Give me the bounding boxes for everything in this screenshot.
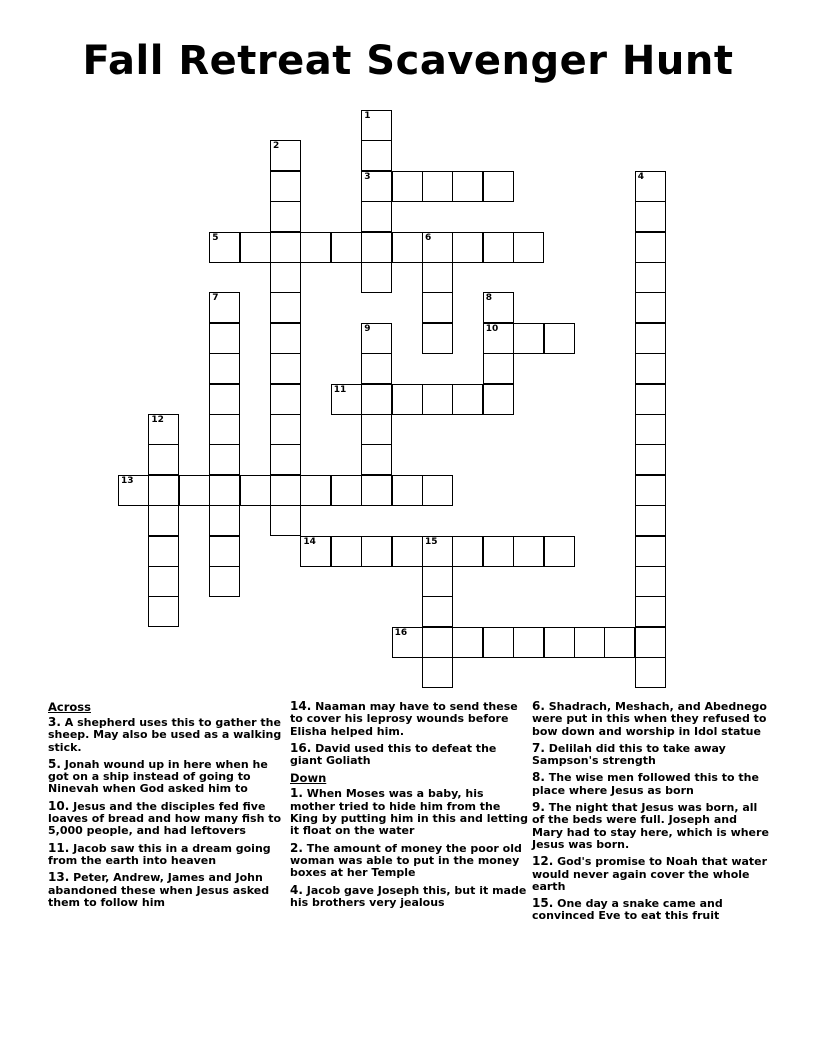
cell-number: 1	[364, 111, 371, 121]
grid-cell[interactable]	[452, 536, 483, 567]
clue-column-2	[290, 700, 528, 913]
grid-cell[interactable]	[483, 536, 514, 567]
grid-cell[interactable]	[392, 475, 423, 506]
grid-cell[interactable]	[635, 171, 666, 202]
clue-text: A shepherd uses this to gather the sheep. May also be used as a walking stick.	[48, 716, 282, 754]
grid-cell[interactable]	[635, 353, 666, 384]
grid-cell[interactable]	[300, 475, 331, 506]
grid-cell[interactable]	[635, 262, 666, 293]
page-title: Fall Retreat Scavenger Hunt	[82, 38, 734, 84]
grid-cell[interactable]	[544, 627, 575, 658]
grid-cell[interactable]	[209, 444, 240, 475]
clue-number: 14.	[290, 699, 312, 713]
grid-cell[interactable]	[452, 171, 483, 202]
grid-cell[interactable]	[635, 444, 666, 475]
grid-cell[interactable]	[331, 475, 362, 506]
clue-number: 4.	[290, 882, 303, 897]
grid-cell[interactable]	[148, 536, 179, 567]
grid-cell[interactable]	[513, 323, 544, 354]
clue-number: 12.	[532, 854, 554, 869]
clue-text: Jonah wound up in here when he got on a ship instead of going to Ninevah when God asked him to	[48, 757, 268, 796]
cell-number: 4	[637, 171, 645, 182]
down-clue	[532, 855, 770, 893]
grid-cell[interactable]	[422, 171, 453, 202]
grid-cell[interactable]	[635, 536, 666, 567]
clue-number: 9.	[532, 800, 545, 815]
grid-cell[interactable]	[209, 353, 240, 384]
grid-cell[interactable]	[209, 232, 240, 263]
grid-cell[interactable]	[209, 323, 240, 354]
grid-cell[interactable]	[209, 414, 240, 445]
cell-number: 5	[212, 232, 219, 243]
cell-number: 7	[212, 293, 219, 304]
grid-cell[interactable]	[635, 414, 666, 445]
grid-cell[interactable]	[635, 475, 666, 506]
clue-text: One day a snake came and convinced Eve to eat this fruit	[532, 897, 723, 923]
grid-cell[interactable]	[331, 232, 362, 263]
cell-number: 15	[425, 536, 438, 547]
grid-cell[interactable]	[300, 536, 331, 567]
grid-cell[interactable]	[483, 232, 514, 263]
grid-cell[interactable]	[635, 566, 666, 597]
grid-cell[interactable]	[483, 627, 514, 658]
clue-number: 7.	[532, 740, 545, 755]
clue-column-1	[48, 700, 286, 913]
grid-cell[interactable]	[270, 414, 301, 445]
grid-cell[interactable]	[361, 140, 392, 171]
grid-cell[interactable]	[209, 566, 240, 597]
grid-cell[interactable]	[361, 536, 392, 567]
across-clue	[48, 842, 286, 868]
across-clue-list-continued	[290, 700, 528, 767]
across-clue	[290, 700, 528, 738]
grid-cell[interactable]	[240, 232, 271, 263]
clue-number: 2.	[290, 840, 303, 855]
grid-cell[interactable]	[179, 475, 210, 506]
grid-cell[interactable]	[270, 232, 301, 263]
across-clue	[48, 716, 286, 754]
down-clue	[532, 771, 770, 797]
grid-cell[interactable]	[270, 384, 301, 415]
clue-text: Jesus and the disciples fed five loaves of bread and how many fish to 5,000 people, and had leftovers	[48, 799, 282, 838]
grid-cell[interactable]	[148, 596, 179, 627]
grid-cell[interactable]	[392, 536, 423, 567]
clue-number: 11.	[48, 840, 70, 855]
grid-cell[interactable]	[392, 171, 423, 202]
grid-cell[interactable]	[148, 475, 179, 506]
cell-number: 11	[333, 384, 347, 395]
cell-number: 2	[273, 141, 280, 152]
cell-number: 10	[485, 323, 499, 334]
clue-text: Shadrach, Meshach, and Abednego were put in this when they refused to bow down and worship in Idol statue	[532, 700, 767, 738]
grid-cell[interactable]	[452, 232, 483, 263]
grid-cell[interactable]	[422, 323, 453, 354]
grid-cell[interactable]	[544, 323, 575, 354]
across-clue	[48, 758, 286, 796]
grid-cell[interactable]	[270, 140, 301, 171]
clue-column-3	[532, 700, 770, 927]
clue-text: God's promise to Noah that water would never again cover the whole earth	[532, 855, 768, 893]
clue-number: 6.	[532, 699, 545, 713]
clue-number: 1.	[290, 786, 303, 801]
grid-cell[interactable]	[483, 292, 514, 323]
clue-text: Naaman may have to send these to cover his leprosy wounds before Elisha helped him.	[290, 700, 518, 738]
across-heading: Across	[48, 700, 91, 714]
grid-cell[interactable]	[422, 657, 453, 688]
across-clue-list	[48, 716, 286, 909]
grid-cell[interactable]	[270, 444, 301, 475]
grid-cell[interactable]	[635, 384, 666, 415]
grid-cell[interactable]	[361, 201, 392, 232]
grid-cell[interactable]	[544, 536, 575, 567]
grid-cell[interactable]	[422, 262, 453, 293]
grid-cell[interactable]	[513, 232, 544, 263]
down-clue	[532, 897, 770, 923]
clue-text: The night that Jesus was born, all of the beds were full. Joseph and Mary had to stay here, which is where Jesus was born.	[532, 801, 769, 851]
grid-cell[interactable]	[483, 171, 514, 202]
grid-cell[interactable]	[635, 292, 666, 323]
grid-cell[interactable]	[361, 171, 392, 202]
clue-text: Peter, Andrew, James and John abandoned these when Jesus asked them to follow him	[48, 871, 270, 909]
down-clue	[532, 801, 770, 851]
grid-cell[interactable]	[361, 353, 392, 384]
grid-cell[interactable]	[270, 292, 301, 323]
cell-number: 8	[485, 293, 493, 304]
cell-number: 9	[364, 323, 371, 334]
grid-cell[interactable]	[209, 536, 240, 567]
grid-cell[interactable]	[270, 201, 301, 232]
grid-cell[interactable]	[270, 323, 301, 354]
grid-cell[interactable]	[635, 505, 666, 536]
grid-cell[interactable]	[392, 384, 423, 415]
grid-cell[interactable]	[422, 384, 453, 415]
grid-cell[interactable]	[422, 475, 453, 506]
grid-cell[interactable]	[392, 627, 423, 658]
down-clue-list-continued	[532, 700, 770, 923]
grid-cell[interactable]	[270, 262, 301, 293]
grid-cell[interactable]	[148, 505, 179, 536]
grid-cell[interactable]	[483, 323, 514, 354]
clue-number: 15.	[532, 896, 554, 911]
grid-cell[interactable]	[361, 262, 392, 293]
grid-cell[interactable]	[422, 596, 453, 627]
grid-cell[interactable]	[270, 505, 301, 536]
grid-cell[interactable]	[118, 475, 149, 506]
down-clue	[532, 742, 770, 768]
clue-text: When Moses was a baby, his mother tried to hide him from the King by putting him in this and letting it float on the water	[290, 787, 528, 838]
clue-number: 13.	[48, 870, 70, 885]
grid-cell[interactable]	[331, 536, 362, 567]
across-clue	[48, 800, 286, 838]
grid-cell[interactable]	[483, 353, 514, 384]
clue-text: Jacob gave Joseph this, but it made his brothers very jealous	[290, 883, 527, 909]
grid-cell[interactable]	[392, 232, 423, 263]
grid-cell[interactable]	[635, 323, 666, 354]
grid-cell[interactable]	[361, 444, 392, 475]
clue-number: 8.	[532, 770, 545, 785]
across-clue	[48, 871, 286, 909]
clue-number: 3.	[48, 715, 61, 729]
grid-cell[interactable]	[361, 475, 392, 506]
cell-number: 12	[151, 415, 164, 425]
grid-cell[interactable]	[270, 475, 301, 506]
grid-cell[interactable]	[635, 596, 666, 627]
cell-number: 16	[394, 627, 408, 638]
across-clue	[290, 742, 528, 768]
grid-cell[interactable]	[452, 384, 483, 415]
down-clue	[290, 842, 528, 880]
grid-cell[interactable]	[604, 627, 635, 658]
grid-cell[interactable]	[361, 414, 392, 445]
grid-cell[interactable]	[270, 353, 301, 384]
clue-text: The wise men followed this to the place where Jesus as born	[532, 771, 759, 797]
grid-cell[interactable]	[452, 627, 483, 658]
down-heading: Down	[290, 771, 327, 786]
clue-text: Delilah did this to take away Sampson's strength	[532, 741, 726, 768]
grid-cell[interactable]	[422, 536, 453, 567]
grid-cell[interactable]	[209, 292, 240, 323]
down-clue	[532, 700, 770, 738]
grid-cell[interactable]	[148, 566, 179, 597]
cell-number: 14	[303, 536, 316, 547]
grid-cell[interactable]	[209, 505, 240, 536]
grid-cell[interactable]	[148, 444, 179, 475]
grid-cell[interactable]	[513, 627, 544, 658]
clue-text: David used this to defeat the giant Goliath	[290, 741, 497, 768]
grid-cell[interactable]	[422, 627, 453, 658]
grid-cell[interactable]	[422, 292, 453, 323]
grid-cell[interactable]	[574, 627, 605, 658]
grid-cell[interactable]	[331, 384, 362, 415]
grid-cell[interactable]	[361, 110, 392, 141]
grid-cell[interactable]	[635, 627, 666, 658]
clue-text: Jacob saw this in a dream going from the earth into heaven	[48, 841, 271, 867]
cell-number: 6	[425, 232, 432, 243]
grid-cell[interactable]	[635, 232, 666, 263]
grid-cell[interactable]	[483, 384, 514, 415]
grid-cell[interactable]	[361, 323, 392, 354]
grid-cell[interactable]	[361, 384, 392, 415]
cell-number: 3	[364, 171, 371, 182]
down-clue	[290, 787, 528, 837]
grid-cell[interactable]	[361, 232, 392, 263]
grid-cell[interactable]	[270, 171, 301, 202]
grid-cell[interactable]	[635, 201, 666, 232]
grid-cell[interactable]	[209, 475, 240, 506]
grid-cell[interactable]	[513, 536, 544, 567]
cell-number: 13	[121, 475, 134, 486]
clue-number: 5.	[48, 756, 61, 771]
grid-cell[interactable]	[635, 657, 666, 688]
down-clue-list	[290, 787, 528, 909]
grid-cell[interactable]	[240, 475, 271, 506]
clue-number: 16.	[290, 740, 312, 755]
down-clue	[290, 884, 528, 910]
grid-cell[interactable]	[422, 232, 453, 263]
grid-cell[interactable]	[148, 414, 179, 445]
clue-number: 10.	[48, 798, 70, 813]
grid-cell[interactable]	[209, 384, 240, 415]
grid-cell[interactable]	[300, 232, 331, 263]
grid-cell[interactable]	[422, 566, 453, 597]
clue-text: The amount of money the poor old woman was able to put in the money boxes at her Temple	[290, 841, 522, 880]
